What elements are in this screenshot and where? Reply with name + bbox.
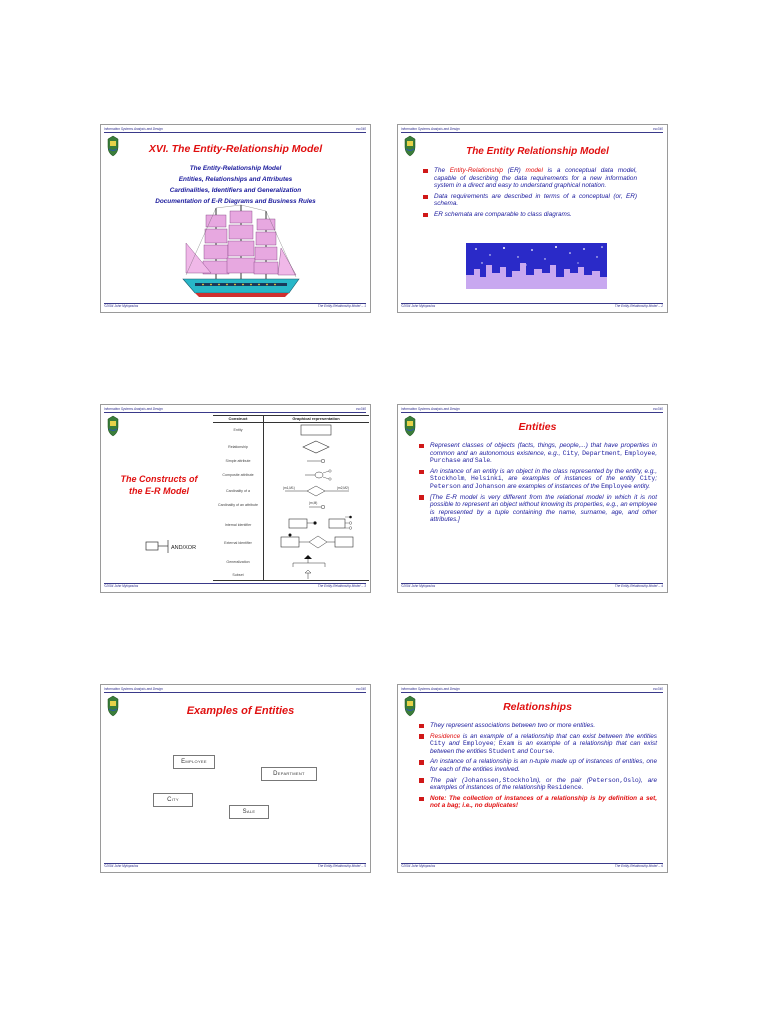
course-code: csc340 [652,407,663,411]
slide-header [401,687,663,693]
construct-label: Internal identifier [224,523,252,527]
crest-icon [106,415,120,437]
slide-header [104,127,366,133]
slide-title: XVI. The Entity-Relationship Model [148,143,323,155]
slide-title: Entities [518,421,557,433]
bullet-list [418,442,657,527]
slide-title: Relationships [503,701,572,713]
slide-header [104,407,366,413]
title-line: The Constructs of [120,474,198,484]
copyright: ©2004 John Mylopoulos [401,584,436,588]
footer-title: The Entity-Relationship Model -- [317,304,365,308]
footer-title: The Entity-Relationship Model -- [614,584,662,588]
page-number: 4 [661,584,663,588]
course-name: Information Systems Analysis and Design [104,687,163,691]
constructs-table [213,415,369,581]
column-header-graphical: Graphical representation [292,416,340,421]
subtitle-line: Documentation of E-R Diagrams and Business Rules [155,198,316,205]
bullet-item: An instance of an entity is an object in the class represented by the entity, e.g., Stockholm, Helsinki, are examples of instances of the entity City; Peterson and Johanson are examples of instances of the Employee entity. [418,468,657,491]
slide-4 [397,404,668,593]
course-code: csc340 [652,127,663,131]
bullet-item: They represent associations between two or more entities. [418,722,657,730]
course-code: csc340 [355,687,366,691]
sailing-ship-illustration [181,203,301,303]
slide-1 [100,124,371,313]
construct-label: Relationship [228,445,248,449]
slide-title: Examples of Entities [186,705,295,717]
course-code: csc340 [652,687,663,691]
page-number: 2 [661,304,663,308]
crest-icon [403,695,417,717]
slide-footer [104,583,366,589]
page-number: 5 [364,864,366,868]
page-number: 3 [364,584,366,588]
slide-footer [401,583,663,589]
subtitle-block [111,163,360,207]
cardinality-left-label: (m1,M1) [283,486,295,490]
bullet-item: Data requirements are described in terms of a conceptual (or, ER) schema. [422,193,637,208]
entity-employee: Employee [173,755,215,769]
entity-department: Department [261,767,317,781]
bullet-item: Represent classes of objects (facts, things, people,...) that have properties in common and an autonomous existence, e.g., City, Department, Employee, Purchase and Sale. [418,442,657,465]
night-city-skyline-illustration [466,243,607,289]
page-number: 6 [661,864,663,868]
subtitle-line: The Entity-Relationship Model [189,165,282,172]
bullet-item: An instance of a relationship is an n-tuple made up of instances of entities, one for each of the entities involved. [418,758,657,773]
footer-title: The Entity-Relationship Model -- [317,584,365,588]
course-name: Information Systems Analysis and Design [401,407,460,411]
copyright: ©2004 John Mylopoulos [104,584,139,588]
copyright: ©2004 John Mylopoulos [401,304,436,308]
bullet-list [418,722,657,813]
slide-header [401,127,663,133]
course-name: Information Systems Analysis and Design [401,127,460,131]
construct-label: Simple attribute [225,459,251,463]
course-code: csc340 [355,407,366,411]
copyright: ©2004 John Mylopoulos [401,864,436,868]
andxor-label: AND/XOR [171,545,197,551]
cardinality-right-label: (m2,M2) [337,486,349,490]
footer-title: The Entity-Relationship Model -- [317,864,365,868]
entity-city: City [153,793,193,807]
cardinality-attr-label: (m,M) [309,501,318,505]
slide-footer [401,303,663,309]
bullet-list [422,167,637,222]
bullet-item: The Entity-Relationship (ER) model is a conceptual data model, capable of describing the data requirements for a new information system in a direct and easy to understand graphical notation. [422,167,637,190]
slide-3 [100,404,371,593]
bullet-item: Note: The collection of instances of a relationship is by definition a set, not a bag; i.e., no duplicates! [418,795,657,810]
construct-label: Generalization [226,560,250,564]
crest-icon [106,695,120,717]
course-name: Information Systems Analysis and Design [104,127,163,131]
slide-5 [100,684,371,873]
course-name: Information Systems Analysis and Design [401,687,460,691]
slide-6 [397,684,668,873]
slide-title [103,473,215,497]
bullet-item: [The E-R model is very different from the relational model in which it is not possible to represent an object without knowing its properties, e.g., an employee is represented by a tuple containing the name, surname, age, and other attributes.] [418,494,657,524]
crest-icon [403,415,417,437]
constructs-graphics [263,415,369,581]
column-header-construct: Construct [228,416,248,421]
copyright: ©2004 John Mylopoulos [104,864,139,868]
slide-footer [104,863,366,869]
construct-label: Cardinality of a [226,489,250,493]
subtitle-line: Entities, Relationships and Attributes [178,176,293,183]
entity-sale: Sale [229,805,269,819]
subtitle-line: Cardinalities, Identifiers and Generalization [169,187,302,194]
slide-footer [104,303,366,309]
course-code: csc340 [355,127,366,131]
crest-icon [403,135,417,157]
construct-label: External identifier [224,541,252,545]
slide-header [104,687,366,693]
footer-title: The Entity-Relationship Model -- [614,304,662,308]
course-name: Information Systems Analysis and Design [104,407,163,411]
bullet-item: The pair (Johanssen,Stockholm), or the pair (Peterson,Oslo), are examples of instances of the relationship Residence. [418,777,657,792]
bullet-item: ER schemata are comparable to class diagrams. [422,211,637,219]
copyright: ©2004 John Mylopoulos [104,304,139,308]
page-number: 1 [364,304,366,308]
construct-label: Entity [233,428,243,432]
slide-footer [401,863,663,869]
construct-label: Cardinality of an attribute [218,503,258,507]
slide-title: The Entity Relationship Model [466,146,609,157]
construct-label: Composite attribute [222,473,254,477]
footer-title: The Entity-Relationship Model -- [614,864,662,868]
slide-2 [397,124,668,313]
bullet-item: Residence is an example of a relationship that can exist between the entities City and Employee; Exam is an example of a relationship that can exist between the entities Student and Course. [418,733,657,756]
construct-label: Subset [232,573,244,577]
slide-header [401,407,663,413]
title-line: the E-R Model [129,486,189,496]
